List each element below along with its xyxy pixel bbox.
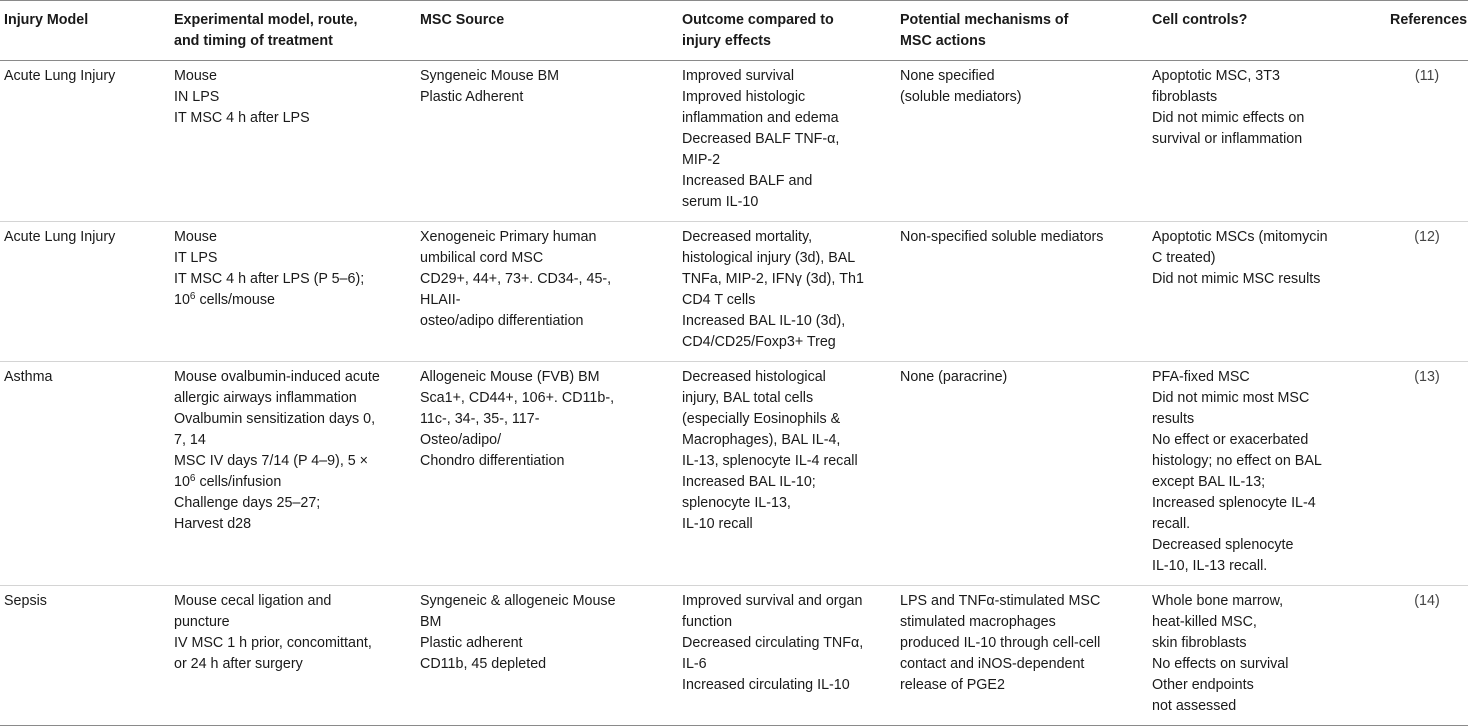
cell-msc-source: Syngeneic & allogeneic Mouse BM Plastic adherent CD11b, 45 depleted bbox=[416, 586, 678, 726]
table-row bbox=[0, 586, 1468, 726]
cell-count-line: $10^6$ cells/infusion bbox=[174, 473, 282, 490]
cell-controls: Whole bone marrow, heat-killed MSC, skin fibroblasts No effects on survival Other endpoints not assessed bbox=[1148, 586, 1386, 726]
cell-reference: (14) bbox=[1386, 586, 1468, 726]
cell-msc-source: Xenogeneic Primary human umbilical cord MSC CD29+, 44+, 73+. CD34-, 45-, HLAII- osteo/adipo differentiation bbox=[416, 222, 678, 362]
cell-reference: (12) bbox=[1386, 222, 1468, 362]
cell-controls: Apoptotic MSC, 3T3 fibroblasts Did not mimic effects on survival or inflammation bbox=[1148, 61, 1386, 222]
cell-reference: (11) bbox=[1386, 61, 1468, 222]
cell-msc-source: Allogeneic Mouse (FVB) BM Sca1+, CD44+, 106+. CD11b-, 11c-, 34-, 35-, 117- Osteo/adipo/ Chondro differentiation bbox=[416, 362, 678, 586]
cell-injury-model: Asthma bbox=[0, 362, 170, 586]
header-outcome: Outcome compared to injury effects bbox=[678, 1, 896, 61]
header-msc-source: MSC Source bbox=[416, 1, 678, 61]
cell-experimental-model: Mouse IN LPS IT MSC 4 h after LPS bbox=[170, 61, 416, 222]
table-row bbox=[0, 61, 1468, 222]
table-row bbox=[0, 362, 1468, 586]
cell-mechanisms: None (paracrine) bbox=[896, 362, 1148, 586]
header-row bbox=[0, 1, 1468, 61]
cell-injury-model: Acute Lung Injury bbox=[0, 222, 170, 362]
cell-experimental-model: Mouse IT LPS IT MSC 4 h after LPS (P 5–6); $10^6$ cells/mouse bbox=[170, 222, 416, 362]
cell-outcome: Decreased mortality, histological injury (3d), BAL TNFa, MIP-2, IFNγ (3d), Th1 CD4 T cells Increased BAL IL-10 (3d), CD4/CD25/Foxp3+ Treg bbox=[678, 222, 896, 362]
header-cell-controls: Cell controls? bbox=[1148, 1, 1386, 61]
cell-experimental-model: Mouse cecal ligation and puncture IV MSC 1 h prior, concomittant, or 24 h after surgery bbox=[170, 586, 416, 726]
cell-outcome: Improved survival Improved histologic inflammation and edema Decreased BALF TNF-α, MIP-2 Increased BALF and serum IL-10 bbox=[678, 61, 896, 222]
header-injury-model: Injury Model bbox=[0, 1, 170, 61]
cell-count-line: $10^6$ cells/mouse bbox=[174, 291, 275, 308]
cell-mechanisms: None specified (soluble mediators) bbox=[896, 61, 1148, 222]
cell-injury-model: Sepsis bbox=[0, 586, 170, 726]
header-mechanisms: Potential mechanisms of MSC actions bbox=[896, 1, 1148, 61]
cell-reference: (13) bbox=[1386, 362, 1468, 586]
cell-outcome: Improved survival and organ function Decreased circulating TNFα, IL-6 Increased circulating IL-10 bbox=[678, 586, 896, 726]
cell-injury-model: Acute Lung Injury bbox=[0, 61, 170, 222]
cell-msc-source: Syngeneic Mouse BM Plastic Adherent bbox=[416, 61, 678, 222]
table-row bbox=[0, 222, 1468, 362]
header-references: References bbox=[1386, 1, 1468, 61]
header-experimental-model: Experimental model, route, and timing of treatment bbox=[170, 1, 416, 61]
cell-experimental-model: Mouse ovalbumin-induced acute allergic airways inflammation Ovalbumin sensitization days 0, 7, 14 MSC IV days 7/14 (P 4–9), 5 × $10^6$ cells/infusion Challenge days 25–27; Harvest d28 bbox=[170, 362, 416, 586]
cell-outcome: Decreased histological injury, BAL total cells (especially Eosinophils & Macrophages), BAL IL-4, IL-13, splenocyte IL-4 recall Increased BAL IL-10; splenocyte IL-13, IL-10 recall bbox=[678, 362, 896, 586]
cell-controls: PFA-fixed MSC Did not mimic most MSC results No effect or exacerbated histology; no effect on BAL except BAL IL-13; Increased splenocyte IL-4 recall. Decreased splenocyte IL-10, IL-13 recall. bbox=[1148, 362, 1386, 586]
cell-mechanisms: LPS and TNFα-stimulated MSC stimulated macrophages produced IL-10 through cell-cell contact and iNOS-dependent release of PGE2 bbox=[896, 586, 1148, 726]
cell-mechanisms: Non-specified soluble mediators bbox=[896, 222, 1148, 362]
cell-controls: Apoptotic MSCs (mitomycin C treated) Did not mimic MSC results bbox=[1148, 222, 1386, 362]
